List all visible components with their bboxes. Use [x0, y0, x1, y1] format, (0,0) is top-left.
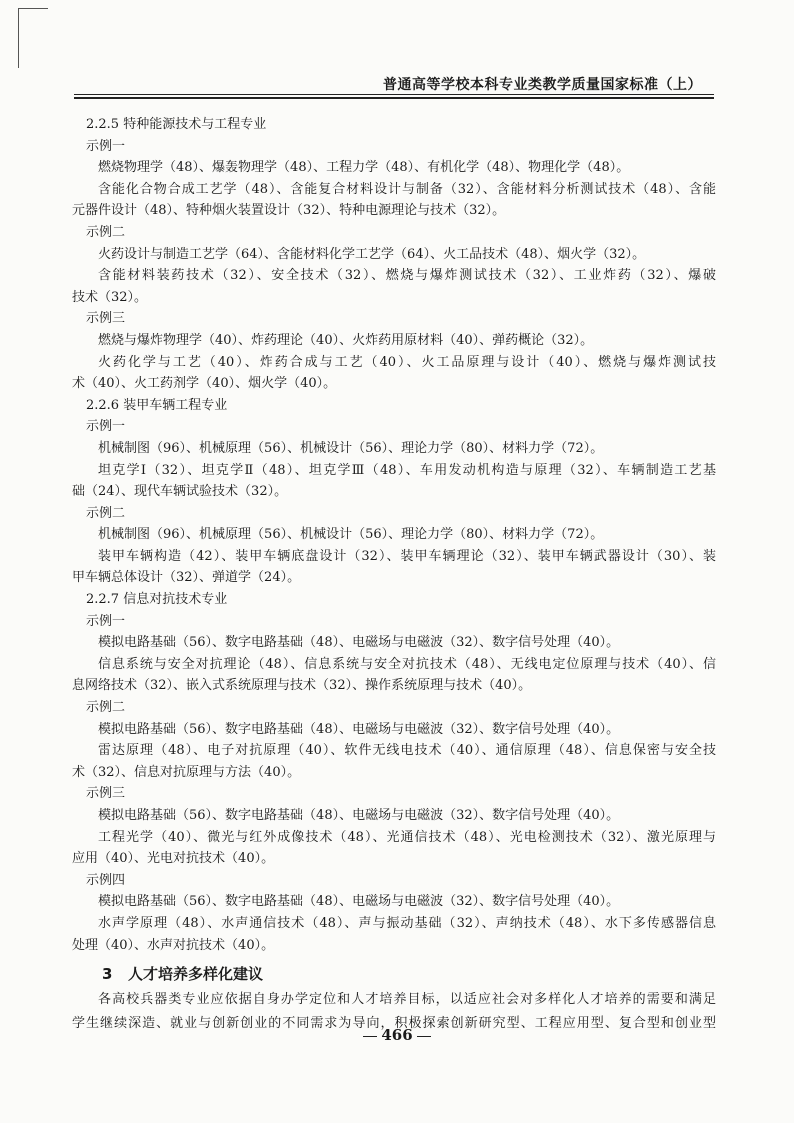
header-rule-thin	[74, 94, 714, 95]
example-label: 示例一	[86, 613, 126, 629]
example-label: 示例三	[86, 311, 126, 327]
text-line: 水声学原理（48）、水声通信技术（48）、声与振动基础（32）、声纳技术（48）、水下多传感器信息	[98, 915, 716, 931]
text-line: 模拟电路基础（56）、数字电路基础（48）、电磁场与电磁波（32）、数字信号处理（40）。	[98, 808, 620, 823]
subsection-heading: 2.2.5 特种能源技术与工程专业	[86, 117, 267, 132]
paragraph-line: 学生继续深造、就业与创新创业的不同需求为导向，积极探索创新研究型、工程应用型、复合型和创业型	[72, 1016, 716, 1032]
scan-corner-mark-h	[18, 8, 48, 9]
example-label: 示例二	[86, 505, 126, 521]
text-line: 机械制图（96）、机械原理（56）、机械设计（56）、理论力学（80）、材料力学（72）。	[98, 440, 604, 456]
text-line: 应用（40）、光电对抗技术（40）。	[72, 851, 275, 867]
text-line: 燃烧与爆炸物理学（40）、炸药理论（40）、火炸药用原材料（40）、弹药概论（32）。	[98, 332, 594, 348]
text-line: 模拟电路基础（56）、数字电路基础（48）、电磁场与电磁波（32）、数字信号处理（40）。	[98, 894, 620, 910]
text-line: 雷达原理（48）、电子对抗原理（40）、软件无线电技术（40）、通信原理（48）、信息保密与安全技	[98, 743, 716, 759]
subsection-heading: 2.2.6 装甲车辆工程专业	[86, 397, 228, 413]
example-label: 示例二	[86, 700, 126, 716]
scan-corner-mark	[18, 8, 19, 68]
example-label: 示例二	[86, 224, 126, 240]
course-list	[72, 114, 716, 956]
text-line: 模拟电路基础（56）、数字电路基础（48）、电磁场与电磁波（32）、数字信号处理（40）。	[98, 721, 620, 737]
text-line: 术（32）、信息对抗原理与方法（40）。	[72, 764, 301, 780]
text-line: 甲车辆总体设计（32）、弹道学（24）。	[72, 570, 301, 586]
text-line: 燃烧物理学（48）、爆轰物理学（48）、工程力学（48）、有机化学（48）、物理化学（48）。	[98, 160, 630, 176]
subsection-heading: 2.2.7 信息对抗技术专业	[86, 592, 228, 608]
text-line: 元器件设计（48）、特种烟火装置设计（32）、特种电源理论与技术（32）。	[72, 203, 506, 219]
text-line: 工程光学（40）、微光与红外成像技术（48）、光通信技术（48）、光电检测技术（32）、激光原理与	[98, 829, 716, 845]
example-label: 示例一	[86, 138, 126, 154]
text-line: 装甲车辆构造（42）、装甲车辆底盘设计（32）、装甲车辆理论（32）、装甲车辆武器设计（30）、装	[98, 548, 716, 564]
section-number: 3	[102, 965, 113, 984]
page-number	[0, 1026, 794, 1044]
text-line: 础（24）、现代车辆试验技术（32）。	[72, 484, 288, 500]
example-label: 示例四	[86, 872, 126, 888]
text-line: 模拟电路基础（56）、数字电路基础（48）、电磁场与电磁波（32）、数字信号处理（40）。	[98, 635, 620, 651]
text-line: 息网络技术（32）、嵌入式系统原理与技术（32）、操作系统原理与技术（40）。	[72, 678, 532, 694]
paragraph-line: 各高校兵器类专业应依据自身办学定位和人才培养目标，以适应社会对多样化人才培养的需要和满足	[98, 992, 716, 1008]
header-rule-thick	[74, 97, 714, 99]
running-header-title: 普通高等学校本科专业类教学质量国家标准（上）	[383, 77, 702, 93]
page-number-value: 466	[381, 1026, 413, 1044]
text-line: 信息系统与安全对抗理论（48）、信息系统与安全对抗技术（48）、无线电定位原理与技术（40）、信	[98, 656, 716, 672]
text-line: 含能材料装药技术（32）、安全技术（32）、燃烧与爆炸测试技术（32）、工业炸药（32）、爆破	[98, 268, 716, 284]
section-heading	[72, 960, 716, 988]
text-line: 术（40）、火工药剂学（40）、烟火学（40）。	[72, 376, 337, 392]
example-label: 示例三	[86, 786, 126, 802]
text-line: 处理（40）、水声对抗技术（40）。	[72, 937, 275, 953]
section-title: 人才培养多样化建议	[128, 965, 264, 984]
page-number-dash-right	[417, 1036, 431, 1037]
page-body	[72, 114, 716, 1036]
example-label: 示例一	[86, 419, 126, 435]
page-number-dash-left	[363, 1036, 377, 1037]
text-line: 坦克学Ⅰ（32）、坦克学Ⅱ（48）、坦克学Ⅲ（48）、车用发动机构造与原理（32）、车辆制造工艺基	[98, 462, 716, 478]
text-line: 含能化合物合成工艺学（48）、含能复合材料设计与制备（32）、含能材料分析测试技术（48）、含能	[98, 181, 716, 197]
text-line: 机械制图（96）、机械原理（56）、机械设计（56）、理论力学（80）、材料力学（72）。	[98, 527, 604, 543]
text-line: 火药设计与制造工艺学（64）、含能材料化学工艺学（64）、火工品技术（48）、烟火学（32）。	[98, 246, 646, 262]
text-line: 技术（32）。	[72, 289, 148, 305]
text-line: 火药化学与工艺（40）、炸药合成与工艺（40）、火工品原理与设计（40）、燃烧与爆炸测试技	[98, 354, 716, 370]
